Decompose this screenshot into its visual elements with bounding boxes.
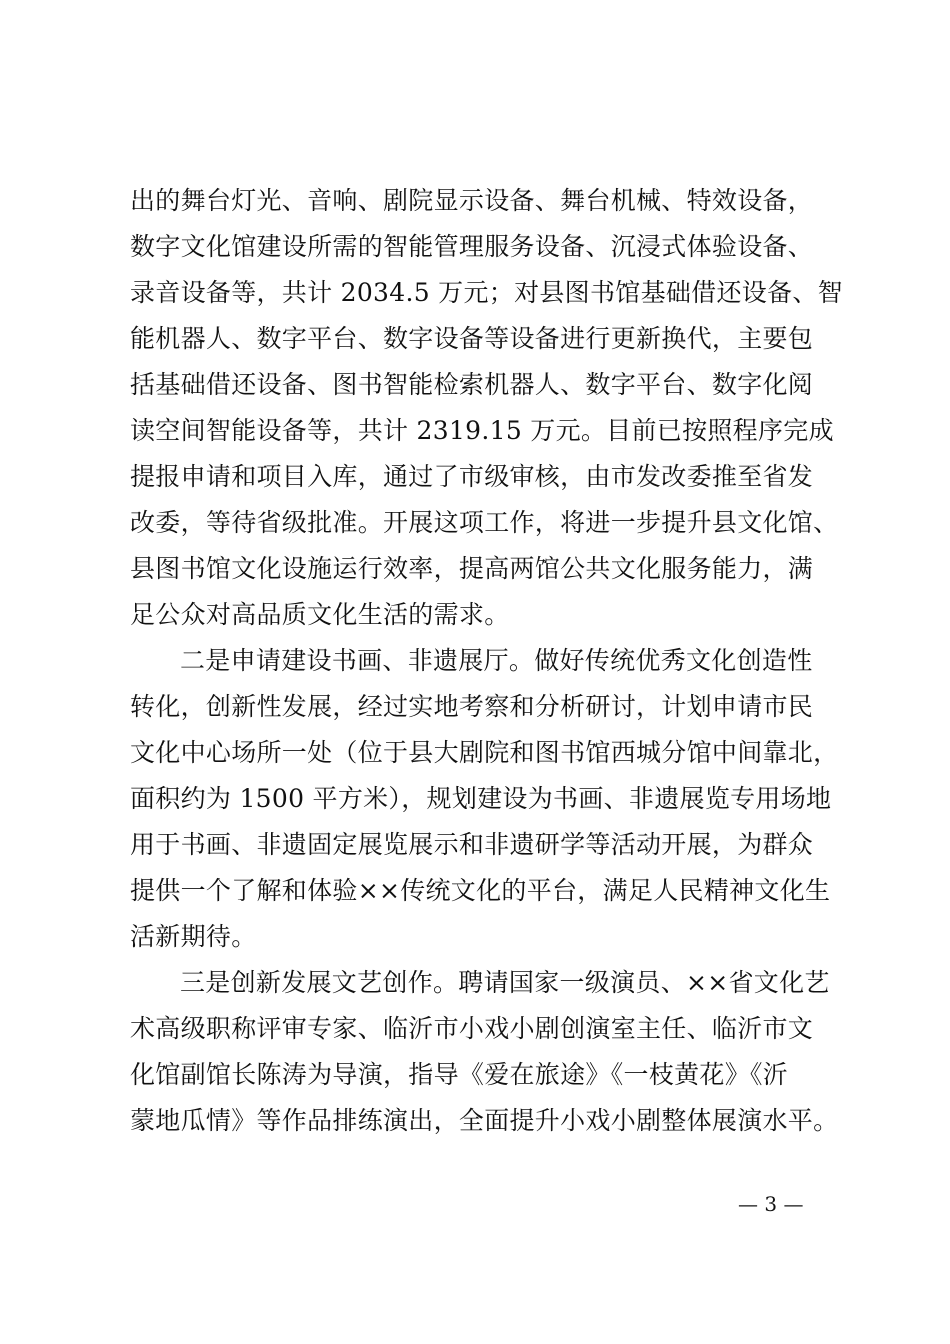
text-line-13: 文化中心场所一处（位于县大剧院和图书馆西城分馆中间靠北，: [130, 738, 839, 767]
text-line-21: 蒙地瓜情》等作品排练演出，全面提升小戏小剧整体展演水平。: [130, 1106, 839, 1135]
text-line-6: 读空间智能设备等，共计 2319.15 万元。目前已按照程序完成: [130, 416, 834, 445]
text-line-15: 用于书画、非遗固定展览展示和非遗研学等活动开展，为群众: [130, 830, 814, 859]
text-line-16: 提供一个了解和体验××传统文化的平台，满足人民精神文化生: [130, 876, 831, 905]
text-line-3: 录音设备等，共计 2034.5 万元；对县图书馆基础借还设备、智: [130, 278, 843, 307]
text-line-2: 数字文化馆建设所需的智能管理服务设备、沉浸式体验设备、: [130, 232, 814, 261]
text-line-20: 化馆副馆长陈涛为导演，指导《爱在旅途》《一枝黄花》《沂: [130, 1060, 789, 1089]
paragraph-2-first-line: 二是申请建设书画、非遗展厅。做好传统优秀文化创造性: [180, 646, 813, 675]
text-line-19: 术高级职称评审专家、临沂市小戏小剧创演室主任、临沂市文: [130, 1014, 814, 1043]
text-line-7: 提报申请和项目入库，通过了市级审核，由市发改委推至省发: [130, 462, 814, 491]
text-line-1: 出的舞台灯光、音响、剧院显示设备、舞台机械、特效设备，: [130, 186, 814, 215]
page-number: — 3 —: [738, 1192, 804, 1216]
text-line-17: 活新期待。: [130, 922, 257, 951]
paragraph-3-first-line: 三是创新发展文艺创作。聘请国家一级演员、××省文化艺: [180, 968, 830, 997]
text-line-10: 足公众对高品质文化生活的需求。: [130, 600, 510, 629]
text-line-14: 面积约为 1500 平方米），规划建设为书画、非遗展览专用场地: [130, 784, 832, 813]
text-line-5: 括基础借还设备、图书智能检索机器人、数字平台、数字化阅: [130, 370, 814, 399]
text-line-12: 转化，创新性发展，经过实地考察和分析研讨，计划申请市民: [130, 692, 814, 721]
text-line-4: 能机器人、数字平台、数字设备等设备进行更新换代，主要包: [130, 324, 814, 353]
text-line-8: 改委，等待省级批准。开展这项工作，将进一步提升县文化馆、: [130, 508, 839, 537]
text-line-9: 县图书馆文化设施运行效率，提高两馆公共文化服务能力，满: [130, 554, 814, 583]
